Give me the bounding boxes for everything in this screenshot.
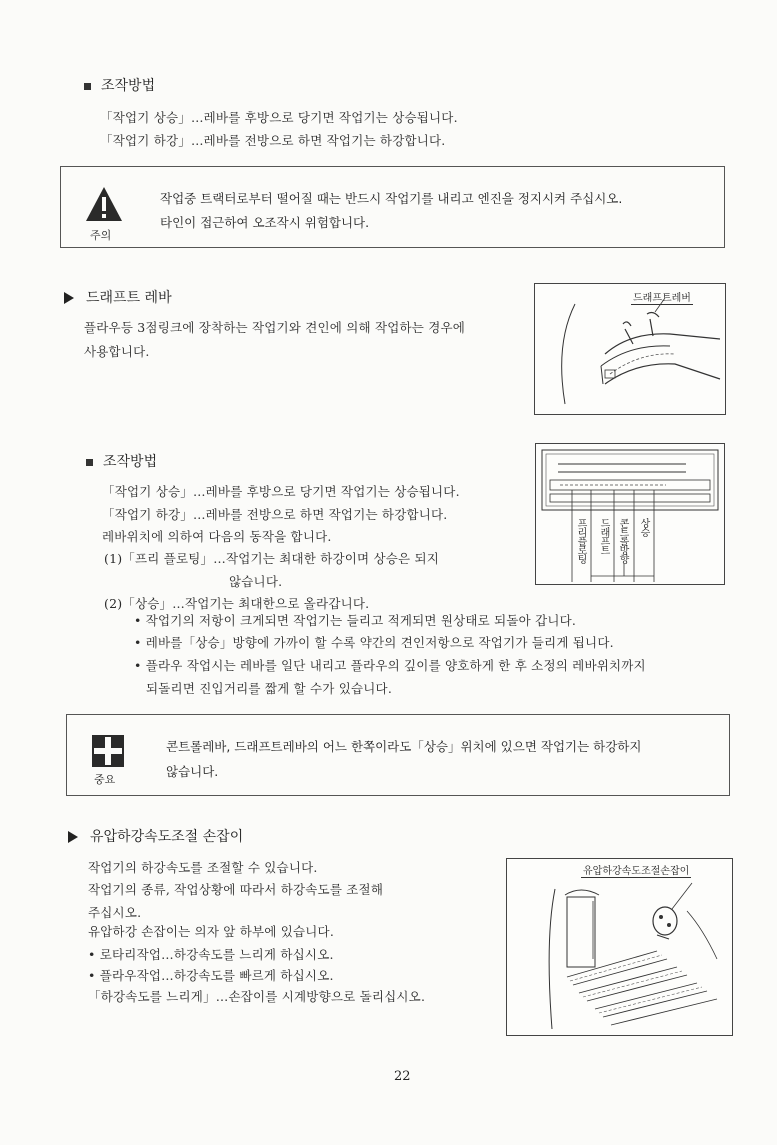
fig-label-draft: 드래프트	[598, 518, 609, 554]
caution-line-1: 작업중 트랙터로부터 떨어질 때는 반드시 작업기를 내리고 엔진을 정지시켜 주십시오.	[160, 191, 623, 206]
hydraulic-line-6: • 플라우작업…하강속도를 빠르게 하십시오.	[88, 968, 334, 983]
draft-lever-line-1: 플라우등 3점링크에 장착하는 작업기와 견인에 의해 작업하는 경우에	[84, 320, 466, 335]
square-bullet-icon	[84, 83, 91, 90]
triangle-bullet-icon	[64, 292, 74, 304]
section2-line-3: 레바위치에 의하여 다음의 동작을 합니다.	[102, 529, 332, 544]
fig-label-control-direction: 콘트롤방향	[617, 518, 628, 563]
square-bullet-icon	[86, 459, 93, 466]
section2-line-4: (1)「프리 플로팅」…작업기는 최대한 하강이며 상승은 되지	[104, 551, 440, 566]
hydraulic-line-5: • 로타리작업…하강속도를 느리게 하십시오.	[88, 947, 334, 962]
hydraulic-line-2: 작업기의 종류, 작업상황에 따라서 하강속도를 조절해	[88, 882, 384, 897]
important-line-2: 않습니다.	[166, 764, 219, 779]
page-number: 22	[394, 1069, 411, 1084]
control-panel-figure	[535, 443, 725, 585]
draft-lever-heading: 드래프트 레바	[64, 287, 172, 307]
hydraulic-line-3: 주십시오.	[88, 905, 142, 920]
section2-bullet-3: • 플라우 작업시는 레바를 일단 내리고 플라우의 깊이를 양호하게 한 후 소정의 레바위치까지	[134, 658, 646, 673]
fig-label-raise: 상승	[638, 518, 649, 536]
draft-lever-figure-label: 드래프트레버	[631, 289, 693, 305]
section2-heading: 조작방법	[86, 451, 157, 471]
hydraulic-line-1: 작업기의 하강속도를 조절할 수 있습니다.	[88, 860, 318, 875]
hydraulic-figure-label: 유압하강속도조절손잡이	[581, 862, 691, 878]
section1-line-2: 「작업기 하강」…레바를 전방으로 하면 작업기는 하강합니다.	[100, 133, 446, 148]
important-cross-icon	[92, 735, 124, 767]
draft-lever-line-2: 사용합니다.	[84, 344, 150, 359]
section1-line-1: 「작업기 상승」…레바를 후방으로 당기면 작업기는 상승됩니다.	[100, 110, 458, 125]
draft-lever-illustration	[535, 284, 725, 414]
section2-line-1: 「작업기 상승」…레바를 후방으로 당기면 작업기는 상승됩니다.	[102, 484, 460, 499]
section1-heading: 조작방법	[84, 75, 155, 95]
important-box	[66, 714, 730, 796]
caution-line-2: 타인이 접근하여 오조작시 위험합니다.	[160, 215, 370, 230]
draft-lever-figure	[534, 283, 726, 415]
important-label: 중요	[94, 773, 116, 786]
hydraulic-line-7: 「하강속도를 느리게」…손잡이를 시계방향으로 돌리십시오.	[88, 989, 426, 1004]
hydraulic-knob-illustration	[507, 859, 732, 1035]
important-line-1: 콘트롤레바, 드래프트레바의 어느 한쪽이라도「상승」위치에 있으면 작업기는 하강하지	[166, 739, 642, 754]
section2-bullet-2: • 레바를「상승」방향에 가까이 할 수록 약간의 견인저항으로 작업기가 들리게 됩니다.	[134, 635, 614, 650]
section2-line-2: 「작업기 하강」…레바를 전방으로 하면 작업기는 하강합니다.	[102, 507, 448, 522]
hydraulic-heading: 유압하강속도조절 손잡이	[68, 826, 243, 846]
caution-box	[60, 166, 725, 248]
section2-bullet-4: 되돌리면 진입거리를 짧게 할 수가 있습니다.	[146, 681, 392, 696]
hydraulic-line-4: 유압하강 손잡이는 의자 앞 하부에 있습니다.	[88, 924, 334, 939]
triangle-bullet-icon	[68, 831, 78, 843]
warning-triangle-icon	[84, 185, 124, 223]
section2-bullet-1: • 작업기의 저항이 크게되면 작업기는 들리고 적게되면 원상태로 되돌아 갑니다.	[134, 613, 577, 628]
hydraulic-knob-figure	[506, 858, 733, 1036]
control-panel-illustration	[536, 444, 724, 584]
caution-label: 주의	[90, 229, 112, 242]
fig-label-free-floating: 프리플로팅	[575, 518, 586, 563]
section2-line-5: 않습니다.	[229, 574, 283, 589]
section2-line-6: (2)「상승」…작업기는 최대한으로 올라갑니다.	[104, 596, 370, 611]
